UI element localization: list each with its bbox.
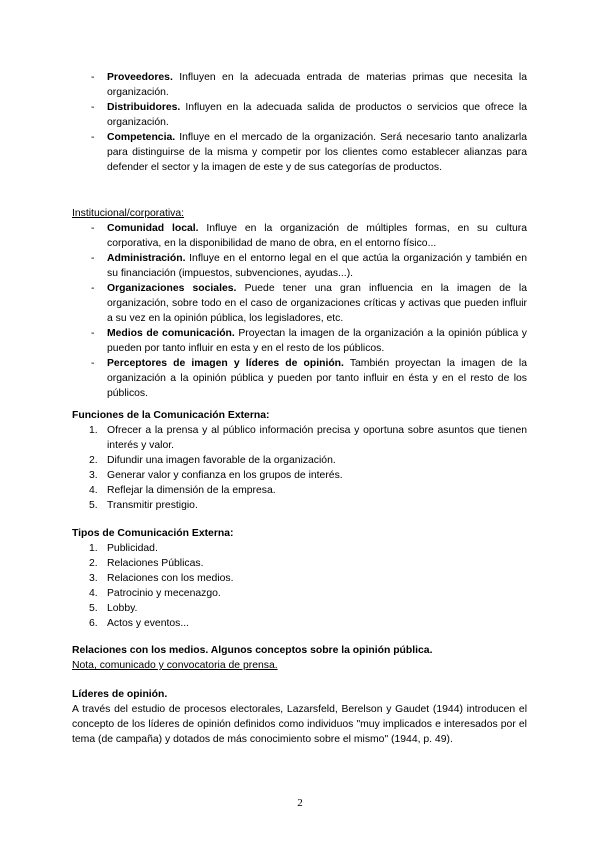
dash-bullet: - <box>91 72 95 83</box>
dash-bullet: - <box>91 132 95 143</box>
item-term: Proveedores. <box>107 72 173 83</box>
numbered-item <box>72 423 527 453</box>
numbered-item <box>72 586 527 601</box>
tipos-heading: Tipos de Comunicación Externa: <box>72 528 234 539</box>
dash-bullet: - <box>91 253 95 264</box>
item-number: 5. <box>89 603 98 614</box>
page-number: 2 <box>297 797 303 809</box>
item-text: Patrocinio y mecenazgo. <box>107 588 221 599</box>
numbered-item <box>72 498 527 513</box>
numbered-item <box>72 483 527 498</box>
list-item <box>72 221 527 251</box>
lideres-heading: Líderes de opinión. <box>72 689 168 700</box>
item-term: Organizaciones sociales. <box>107 283 237 294</box>
item-text: Publicidad. <box>107 543 158 554</box>
dash-bullet: - <box>91 283 95 294</box>
item-text: Proyectan la imagen de la organización a la opinión pública y pueden por tanto influir en esta y en el resto de los públicos. <box>107 328 527 354</box>
list-item <box>72 281 527 326</box>
item-text: Relaciones con los medios. <box>107 573 234 584</box>
item-text: Influye en el entorno legal en el que actúa la organización y también en su financiación (impuestos, subvenciones, ayudas...). <box>107 253 527 279</box>
numbered-item <box>72 571 527 586</box>
item-number: 2. <box>89 558 98 569</box>
item-number: 1. <box>89 425 98 436</box>
list-item <box>72 130 527 175</box>
numbered-item <box>72 616 527 631</box>
item-text: Relaciones Públicas. <box>107 558 204 569</box>
list-item <box>72 100 527 130</box>
institutional-section <box>72 206 527 401</box>
item-number: 3. <box>89 573 98 584</box>
item-text: Ofrecer a la prensa y al público información precisa y oportuna sobre asuntos que tienen interés y valor. <box>107 425 527 451</box>
numbered-item <box>72 453 527 468</box>
item-term: Distribuidores. <box>107 102 181 113</box>
item-number: 6. <box>89 618 98 629</box>
item-text: Influyen en la adecuada salida de productos o servicios que ofrece la organización. <box>107 102 527 128</box>
list-item <box>72 326 527 356</box>
item-text: También proyectan la imagen de la organización a la opinión pública y pueden por tanto influir en ésta y en el resto de los públicos. <box>107 358 527 399</box>
item-number: 3. <box>89 470 98 481</box>
item-term: Administración. <box>107 253 186 264</box>
lideres-section <box>72 687 527 747</box>
item-number: 5. <box>89 500 98 511</box>
numbered-item <box>72 601 527 616</box>
item-text: Influye en el mercado de la organización. Será necesario tanto analizarla para distinguirse de la misma y competir por los clientes como establecer alianzas para defender el sector y la imagen de este y de sus categorías de productos. <box>107 132 527 173</box>
item-text: Reflejar la dimensión de la empresa. <box>107 485 276 496</box>
item-text: Puede tener una gran influencia en la imagen de la organización, sobre todo en el caso de organizaciones críticas y activas que pueden influir a su vez en la opinión pública, los legisladores, etc. <box>107 283 527 324</box>
numbered-item <box>72 468 527 483</box>
item-text: Difundir una imagen favorable de la organización. <box>107 455 336 466</box>
item-number: 1. <box>89 543 98 554</box>
relaciones-section <box>72 643 527 673</box>
stakeholders-list <box>72 70 527 175</box>
item-number: 2. <box>89 455 98 466</box>
relaciones-heading: Relaciones con los medios. Algunos conceptos sobre la opinión pública. <box>72 645 433 656</box>
numbered-item <box>72 556 527 571</box>
relaciones-subheading: Nota, comunicado y convocatoria de prensa. <box>72 660 278 671</box>
institutional-heading: Institucional/corporativa: <box>72 208 185 219</box>
lideres-paragraph: A través del estudio de procesos electorales, Lazarsfeld, Berelson y Gaudet (1944) introducen el concepto de los líderes de opinión definidos como individuos "muy implicados e interesados por el tema (de campaña) y dotados de más conocimiento sobre el mismo" (1944, p. 49). <box>72 704 527 745</box>
list-item <box>72 356 527 401</box>
dash-bullet: - <box>91 328 95 339</box>
funciones-section <box>72 408 527 513</box>
item-text: Influye en la organización de múltiples formas, en su cultura corporativa, en la disponibilidad de mano de obra, en el entorno físico... <box>107 223 527 249</box>
list-item <box>72 251 527 281</box>
dash-bullet: - <box>91 223 95 234</box>
item-term: Comunidad local. <box>107 223 199 234</box>
dash-bullet: - <box>91 102 95 113</box>
item-term: Competencia. <box>107 132 176 143</box>
item-term: Medios de comunicación. <box>107 328 235 339</box>
numbered-item <box>72 541 527 556</box>
item-text: Actos y eventos... <box>107 618 190 629</box>
item-text: Lobby. <box>107 603 138 614</box>
item-term: Perceptores de imagen y líderes de opinión. <box>107 358 344 369</box>
dash-bullet: - <box>91 358 95 369</box>
item-text: Influyen en la adecuada entrada de materias primas que necesita la organización. <box>107 72 527 98</box>
item-text: Generar valor y confianza en los grupos de interés. <box>107 470 343 481</box>
funciones-heading: Funciones de la Comunicación Externa: <box>72 410 270 421</box>
item-number: 4. <box>89 485 98 496</box>
item-number: 4. <box>89 588 98 599</box>
list-item <box>72 70 527 100</box>
item-text: Transmitir prestigio. <box>107 500 198 511</box>
tipos-section <box>72 526 527 631</box>
